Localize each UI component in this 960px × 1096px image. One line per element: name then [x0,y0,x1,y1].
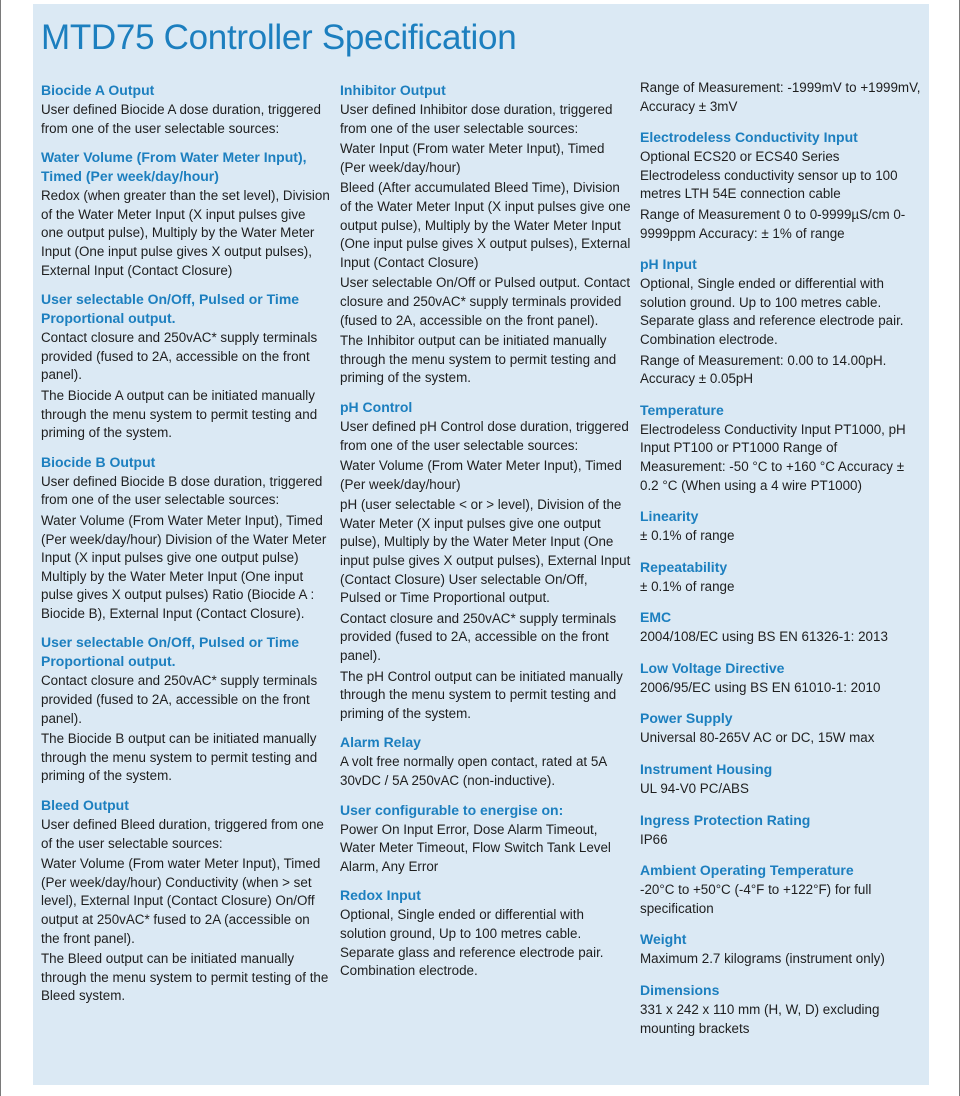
section-text: Optional ECS20 or ECS40 Series Electrodeless conductivity sensor up to 100 metres LTH 54E connection cable [640,149,898,202]
spec-section [340,733,632,790]
section-heading: Power Supply [640,710,733,727]
spec-section [41,796,331,1006]
spec-section [340,801,632,877]
section-text: Water Volume (From Water Meter Input), Timed (Per week/day/hour) Division of the Water Meter Input (X input pulses give one output pulse) Multiply by the Water Meter Input (One input pulse gives X output pulses) Ratio (Biocide A : Biocide B), External Input (Contact Closure). [41,512,327,621]
section-text: Universal 80-265V AC or DC, 15W max [640,730,875,746]
spec-section [41,453,331,624]
section-text: User defined Biocide B dose duration, triggered from one of the user selectable sources: [41,473,323,508]
section-text: The Bleed output can be initiated manually through the menu system to permit testing of the Bleed system. [41,951,329,1004]
section-heading: Electrodeless Conductivity Input [640,129,858,146]
spec-section [340,398,632,724]
section-text: The Biocide B output can be initiated manually through the menu system to permit testing and priming of the system. [41,731,318,784]
section-text: Range of Measurement: 0.00 to 14.00pH. Accuracy ± 0.05pH [640,352,887,387]
spec-section [41,81,331,138]
section-text: Power On Input Error, Dose Alarm Timeout, Water Meter Timeout, Flow Switch Tank Level Alarm, Any Error [340,821,611,874]
section-heading: User configurable to energise on: [340,801,564,818]
spec-section [640,558,922,597]
section-text: -20°C to +50°C (-4°F to +122°F) for full specification [640,882,872,916]
section-text: Water Volume (From water Meter Input), Timed (Per week/day/hour) Conductivity (when > set level), External Input (Contact Closure) On/Off output at 250vAC* fused to 2A (accessible on the front panel). [41,856,321,946]
spec-section [640,401,922,495]
section-heading: Instrument Housing [640,761,773,778]
spec-section [640,79,922,116]
section-text: 331 x 242 x 110 mm (H, W, D) excluding mounting brackets [640,1002,880,1036]
spec-section [640,507,922,546]
spec-section [340,81,632,388]
spec-section [640,760,922,799]
section-text: Contact closure and 250vAC* supply terminals provided (fused to 2A, accessible on the front panel). [41,330,318,383]
section-text: User defined Biocide A dose duration, triggered from one of the user selectable sources: [41,102,321,136]
section-heading: Ingress Protection Rating [640,811,811,828]
spec-section [640,255,922,389]
section-text: User defined Bleed duration, triggered from one of the user selectable sources: [41,817,324,851]
section-text: Water Input (From water Meter Input), Timed (Per week/day/hour) [340,141,605,175]
section-text: pH (user selectable < or > level), Division of the Water Meter (X input pulses give one output pulse), Multiply by the Water Meter Input (One input pulse gives X output pulses), External Input (Contact Closure) User selectable On/Off, Pulsed or Time Proportional output. [340,497,631,606]
section-text: The Inhibitor output can be initiated manually through the menu system to permit testing and priming of the system. [340,333,617,386]
spec-section [41,633,331,786]
section-text: Range of Measurement: -1999mV to +1999mV, Accuracy ± 3mV [640,80,921,114]
section-heading: pH Control [340,398,413,415]
section-text: UL 94-V0 PC/ABS [640,781,749,797]
spec-section [41,290,331,443]
section-text: A volt free normally open contact, rated at 5A 30vDC / 5A 250vAC (non-inductive). [340,754,607,788]
section-text: 2006/95/EC using BS EN 61010-1: 2010 [640,679,881,695]
section-text: Optional, Single ended or differential with solution ground. Up to 100 metres cable. Separate glass and reference electrode pair. Combination electrode. [640,276,904,347]
section-text: Contact closure and 250vAC* supply terminals provided (fused to 2A, accessible on the front panel). [41,673,318,726]
section-heading: Alarm Relay [340,734,421,751]
spec-section [640,128,922,243]
section-text: Bleed (After accumulated Bleed Time), Division of the Water Meter Input (X input pulses give one output pulse), Multiply by the Water Meter Input (One input pulse gives X output pulses), External Input (Contact Closure) [340,180,631,270]
section-text: The Biocide A output can be initiated manually through the menu system to permit testing and priming of the system. [41,387,318,441]
spec-section [640,981,922,1038]
spec-section [340,886,632,980]
section-heading: Linearity [640,508,699,525]
section-heading: Bleed Output [41,797,129,814]
section-heading: Low Voltage Directive [640,659,785,676]
section-text: Contact closure and 250vAC* supply terminals provided (fused to 2A, accessible on the front panel). [340,610,617,664]
section-heading: Repeatability [640,558,728,575]
section-heading: Water Volume (From Water Meter Input), Timed (Per week/day/hour) [41,149,307,185]
spec-column-3 [640,79,922,1050]
spec-column-2 [340,81,632,991]
spec-section [41,148,331,280]
section-heading: Temperature [640,401,724,418]
section-text: User defined pH Control dose duration, triggered from one of the user selectable sources: [340,418,629,453]
section-text: Redox (when greater than the set level), Division of the Water Meter Input (X input pulses give one output pulse), Multiply by the Water Meter Input (One input pulse gives X output pulses), External Input (Contact Closure) [41,188,330,278]
spec-column-1 [41,81,331,1016]
section-text: Optional, Single ended or differential with solution ground, Up to 100 metres cable. Separate glass and reference electrode pair. Combination electrode. [340,907,604,979]
section-heading: Biocide A Output [41,82,155,98]
section-heading: EMC [640,609,672,626]
section-text: The pH Control output can be initiated manually through the menu system to permit testing and priming of the system. [340,668,623,721]
spec-section [640,608,922,647]
section-heading: Redox Input [340,887,421,904]
page-title: MTD75 Controller Specification [41,18,517,57]
section-text: ± 0.1% of range [640,578,735,594]
section-heading: Dimensions [640,982,720,999]
spec-section [640,709,922,748]
section-text: IP66 [640,831,668,847]
section-heading: User selectable On/Off, Pulsed or Time Proportional output. [41,291,300,327]
section-text: 2004/108/EC using BS EN 61326-1: 2013 [640,629,888,645]
page-edge-left [0,0,1,1096]
section-heading: Inhibitor Output [340,82,446,98]
spec-section [640,811,922,850]
section-heading: pH Input [640,256,697,273]
section-heading: User selectable On/Off, Pulsed or Time Proportional output. [41,634,300,670]
spec-section [640,659,922,698]
section-text: User defined Inhibitor dose duration, triggered from one of the user selectable sources: [340,102,613,136]
section-text: Maximum 2.7 kilograms (instrument only) [640,951,885,967]
section-text: Electrodeless Conductivity Input PT1000, pH Input PT100 or PT1000 Range of Measurement: -50 °C to +160 °C Accuracy ± 0.2 °C (When using a 4 wire PT1000) [640,421,906,493]
section-text: Range of Measurement 0 to 0-9999µS/cm 0-9999ppm Accuracy: ± 1% of range [640,206,906,241]
section-text: ± 0.1% of range [640,528,735,544]
section-text: User selectable On/Off or Pulsed output. Contact closure and 250vAC* supply terminals provided (fused to 2A, accessible on the front panel). [340,275,631,328]
section-heading: Weight [640,931,687,948]
spec-section [640,930,922,969]
section-heading: Biocide B Output [41,453,156,470]
section-heading: Ambient Operating Temperature [640,862,854,879]
spec-section [640,861,922,918]
section-text: Water Volume (From Water Meter Input), Timed (Per week/day/hour) [340,458,622,492]
